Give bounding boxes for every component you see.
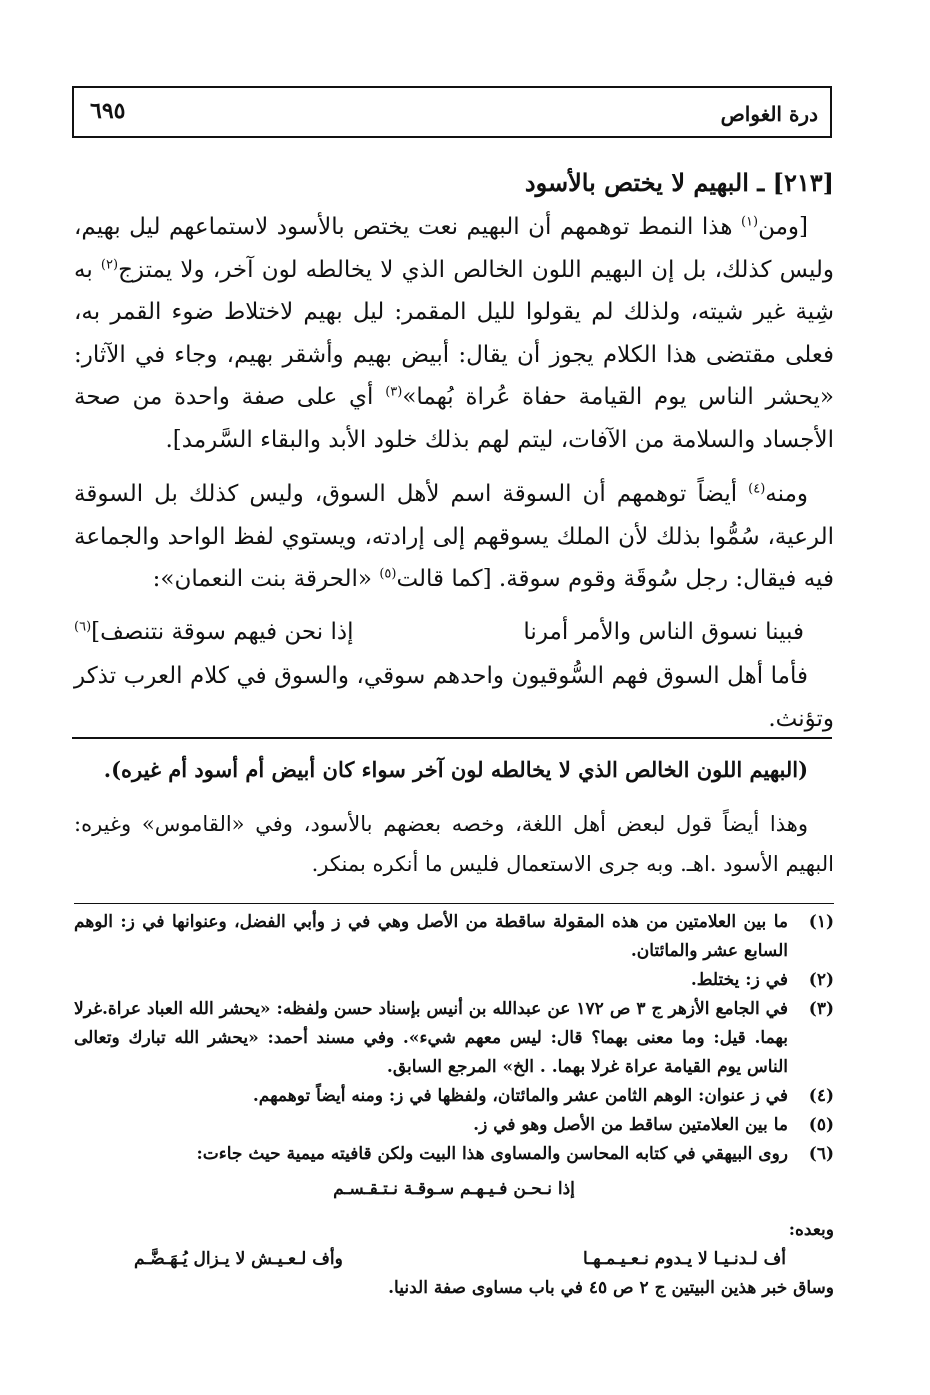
footnote-number: (٢) <box>808 970 834 990</box>
footnotes-divider <box>74 903 834 904</box>
footnote-verse-line: إذا نـحـن فـيـهـم سـوقـة نـتـقـسـم <box>333 1179 575 1199</box>
footnote-ref-6[interactable]: (٦) <box>74 618 92 634</box>
verse-second-hemistich <box>74 611 354 654</box>
footnote-6 <box>74 1140 834 1169</box>
footnote-5 <box>74 1111 834 1140</box>
commentary-block <box>74 750 834 884</box>
header-title: درة الغواص <box>720 102 818 126</box>
footnote-1 <box>74 908 834 966</box>
paragraph-1-part-2: هذا النمط توهمهم أن البهيم نعت يختص بالأسود لاستماعهم ليل بهيم، وليس كذلك، بل إن البهيم اللون الخالص الذي لا يخالطه لون آخر، ولا يمتزج <box>74 214 835 283</box>
footnotes <box>74 908 834 1303</box>
verse-first-hemistich: فبينا نسوق الناس والأمر أمرنا <box>523 618 804 645</box>
footnote-number: (٦) <box>808 1144 834 1164</box>
commentary-divider <box>72 737 832 739</box>
footnote-ref-5[interactable]: (٥) <box>379 566 397 582</box>
footnote-2 <box>74 966 834 995</box>
main-text <box>74 206 834 740</box>
footnote-number: (٤) <box>808 1086 834 1106</box>
footnote-ref-4[interactable]: (٤) <box>748 481 766 497</box>
footnote-text: ما بين العلامتين ساقط من الأصل وهو في ز. <box>473 1115 788 1135</box>
footnote-verse-second: وأف لـعـيـش لا يـزال يُـهَـضَّـم <box>134 1249 343 1269</box>
paragraph-2-part-3: «الحرقة بنت النعمان»: <box>152 566 380 592</box>
footnote-number: (٥) <box>808 1115 834 1135</box>
commentary-text <box>74 804 834 884</box>
footnote-3 <box>74 995 834 1082</box>
footnote-4 <box>74 1082 834 1111</box>
footnote-number: (٣) <box>808 999 834 1019</box>
paragraph-1-part-1: [ومن <box>758 214 808 240</box>
page-number: ٦٩٥ <box>90 98 126 124</box>
commentary-bold-text: (البهيم اللون الخالص الذي لا يخالطه لون آخر سواء كان أبيض أم أسود أم غيره). <box>103 757 808 782</box>
paragraph-1 <box>74 206 834 461</box>
footnote-ref-3[interactable]: (٣) <box>385 384 403 400</box>
footnote-verse-first: أف لـدنـيـا لا يـدوم نـعـيـمـهـا <box>583 1249 786 1269</box>
running-header <box>72 86 832 138</box>
footnote-text: في ز: يختلط. <box>690 970 788 990</box>
footnote-ref-1[interactable]: (١) <box>740 214 759 230</box>
paragraph-2 <box>74 473 834 601</box>
poetry-verse <box>74 611 834 654</box>
footnote-last-line: وساق خبر هذين البيتين ج ٢ ص ٤٥ في باب مساوى صفة الدنيا. <box>388 1278 834 1298</box>
paragraph-2-part-1: ومنه <box>765 481 808 507</box>
section-heading: [٢١٣] ـ البهيم لا يختص بالأسود <box>524 168 834 197</box>
paragraph-3 <box>74 655 834 740</box>
commentary-body-text: وهذا أيضاً قول لبعض أهل اللغة، وخصه بعضهم بالأسود، وفي «القاموس» وغيره: البهيم الأسود .اهـ. وبه جرى الاستعمال فليس ما أنكره بمنكر. <box>74 812 834 876</box>
footnote-text: في الجامع الأزهر ج ٣ ص ١٧٢ عن عبدالله بن أنيس بإسناد حسن ولفظه: «يحشر الله العباد عراة.غرلا بهما. قيل: وما معنى بهما؟ قال: ليس معهم شيء». وفي مسند أحمد: «يحشر الله تبارك وتعالى الناس يوم القيامة عراة غرلا بهما. . الخ» المرجع السابق. <box>74 999 788 1077</box>
paragraph-3-text: فأما أهل السوق فهم السُّوقيون واحدهم سوقي، والسوق في كلام العرب تذكر وتؤنث. <box>74 663 834 732</box>
footnote-after-label: وبعده: <box>788 1220 834 1240</box>
footnote-text: روى البيهقي في كتابه المحاسن والمساوى هذا البيت ولكن قافيته ميمية حيث جاءت: <box>196 1144 788 1164</box>
footnote-ref-2[interactable]: (٢) <box>100 256 119 272</box>
footnote-text: ما بين العلامتين من هذه المقولة ساقطة من الأصل وهي في ز وأبي الفضل، وعنوانها في ز: الوهم السابع عشر والمائتان. <box>74 912 788 961</box>
commentary-bold <box>74 750 834 790</box>
paragraph-2-part-2: أيضاً توهمهم أن السوقة اسم لأهل السوق، وليس كذلك بل السوقة الرعية، سُمُّوا بذلك لأن الملك يسوقهم إلى إرادته، ويستوي لفظ الواحد والجماعة فيه فيقال: رجل سُوقَة وقوم سوقة. [كما قالت <box>74 481 834 592</box>
footnote-verse <box>74 1245 834 1274</box>
footnote-number: (١) <box>808 912 834 932</box>
footnote-text: في ز عنوان: الوهم الثامن عشر والمائتان، ولفظها في ز: ومنه أيضاً توهمهم. <box>252 1086 788 1106</box>
paragraph-1-part-3: به شِية غير شيته، ولذلك لم يقولوا لليل المقمر: ليل بهيم لاختلاط ضوء القمر به، فعلى مقتضى هذا الكلام يجوز أن يقال: أبيض بهيم وأشقر بهيم، وجاء في الآثار: «يحشر الناس يوم القيامة حفاة عُراة بُهما» <box>74 256 834 410</box>
paragraph-1-part-4: أي على صفة واحدة من صحة الأجساد والسلامة من الآفات، ليتم لهم بذلك خلود الأبد والبقاء السَّرمد]. <box>74 384 834 453</box>
verse-second-text: إذا نحن فيهم سوقة نتنصف] <box>91 618 354 645</box>
